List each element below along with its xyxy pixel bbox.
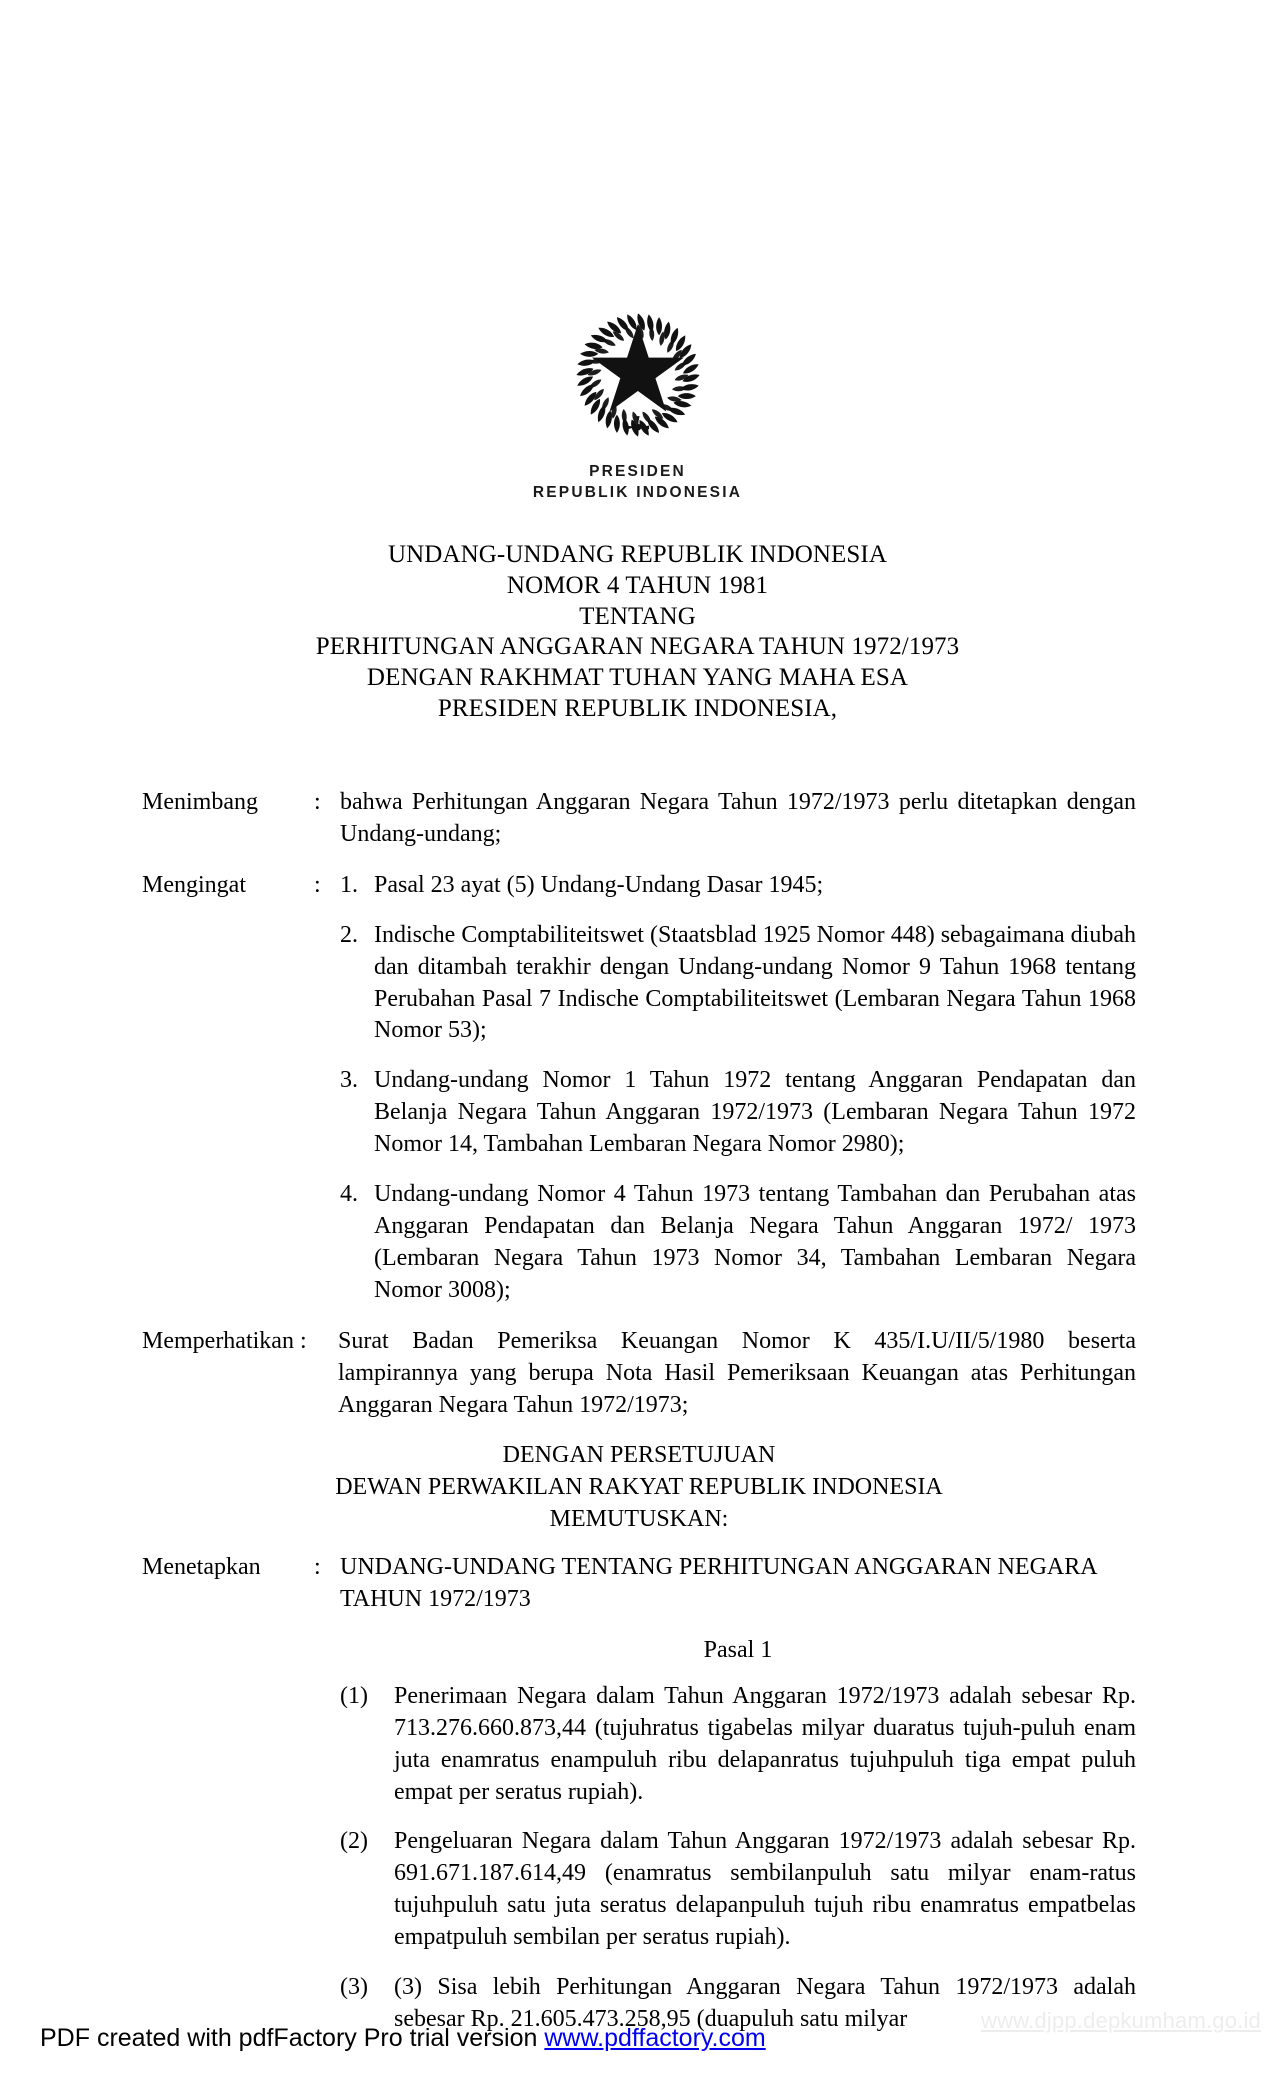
list-item-number: 3. (340, 1067, 358, 1094)
list-item-number: 1. (340, 871, 358, 898)
clause-menetapkan-label: Menetapkan (142, 1554, 261, 1581)
mengingat-list (340, 870, 1136, 1307)
pdf-trial-footer-text: PDF created with pdfFactory Pro trial version (40, 2024, 545, 2052)
clause-mengingat (142, 870, 1136, 1307)
title-line-invocation: DENGAN RAKHMAT TUHAN YANG MAHA ESA (366, 664, 909, 691)
indonesia-presidential-seal-star-wreath-icon (558, 296, 718, 454)
ayat-text: Pengeluaran Negara dalam Tahun Anggaran 1972/1973 adalah sebesar Rp. 691.671.187.614,49 (enamratus sembilanpuluh satu milyar enam-ratus tujuhpuluh satu juta seratus delapanpuluh tujuh ribu enamratus empatbelas empatpuluh sembilan per seratus rupiah). (394, 1828, 1136, 1951)
ayat-number: (3) (340, 1974, 368, 2001)
clause-menimbang-label: Menimbang (142, 789, 258, 815)
list-item-text: Undang-undang Nomor 4 Tahun 1973 tentang Tambahan dan Perubahan atas Anggaran Pendapatan dan Belanja Negara Tahun Anggaran 1972/ 1973 (Lembaran Negara Tahun 1973 Nomor 34, Tambahan Lembaran Negara Nomor 3008); (374, 1181, 1136, 1303)
ayat-number: (2) (340, 1828, 368, 1855)
clause-mengingat-colon: : (314, 871, 321, 898)
clause-memperhatikan-text: Surat Badan Pemeriksa Keuangan Nomor K 435/I.U/II/5/1980 beserta lampirannya yang berupa Nota Hasil Pemeriksaan Keuangan atas Perhitungan Anggaran Negara Tahun 1972/1973; (338, 1327, 1136, 1418)
clause-mengingat-body (340, 870, 1136, 1307)
title-line-number: NOMOR 4 TAHUN 1981 (506, 571, 769, 599)
list-item (340, 1681, 1136, 1809)
list-item (340, 870, 1136, 902)
document-title-block (0, 540, 1275, 725)
emblem-caption (0, 462, 1275, 503)
pdffactory-link[interactable]: www.pdffactory.com (544, 2024, 766, 2052)
title-line-tentang: TENTANG (579, 602, 696, 630)
list-item (340, 1065, 1136, 1161)
pdf-trial-footer (40, 2023, 766, 2053)
clause-menetapkan-text: UNDANG-UNDANG TENTANG PERHITUNGAN ANGGARAN NEGARA TAHUN 1972/1973 (340, 1554, 1097, 1613)
consensus-line-memutuskan: MEMUTUSKAN: (549, 1506, 729, 1533)
list-item-number: 4. (340, 1181, 358, 1208)
ayat-text: (3) Sisa lebih Perhitungan Anggaran Negara Tahun 1972/1973 adalah sebesar Rp. 21.605.473.258,95 (duapuluh satu milyar (394, 1974, 1136, 2032)
list-item-text: Undang-undang Nomor 1 Tahun 1972 tentang Anggaran Pendapatan dan Belanja Negara Tahun Anggaran 1972/1973 (Lembaran Negara Tahun 1972 Nomor 14, Tambahan Lembaran Negara Nomor 2980); (374, 1067, 1136, 1158)
clause-menimbang-colon: : (314, 789, 321, 815)
consensus-line-dpr: DEWAN PERWAKILAN RAKYAT REPUBLIK INDONESIA (335, 1474, 943, 1501)
presidential-emblem-block (0, 296, 1275, 503)
document-body (142, 787, 1136, 2054)
emblem-caption-line1: PRESIDEN (589, 463, 686, 480)
list-item (340, 920, 1136, 1048)
title-line-president: PRESIDEN REPUBLIK INDONESIA, (437, 694, 838, 722)
clause-menetapkan (142, 1552, 1136, 1616)
clause-memperhatikan-label: Memperhatikan : (142, 1327, 307, 1354)
list-item-number: 2. (340, 921, 358, 948)
ayat-text: Penerimaan Negara dalam Tahun Anggaran 1972/1973 adalah sebesar Rp. 713.276.660.873,44 (tujuhratus tigabelas milyar duaratus tujuh-puluh enam juta enamratus enampuluh ribu delapanratus tujuhpuluh tiga empat puluh empat per seratus rupiah). (394, 1682, 1136, 1805)
list-item-text: Pasal 23 ayat (5) Undang-Undang Dasar 1945; (374, 871, 824, 898)
clause-mengingat-label: Mengingat (142, 871, 246, 898)
clause-menetapkan-colon: : (314, 1554, 321, 1581)
emblem-caption-line2: REPUBLIK INDONESIA (532, 483, 743, 501)
clause-menimbang (142, 787, 1136, 851)
ayat-number: (1) (340, 1682, 368, 1709)
site-watermark: www.djpp.depkumham.go.id (981, 2008, 1261, 2033)
title-line-law-name: UNDANG-UNDANG REPUBLIK INDONESIA (387, 541, 887, 568)
pasal-ayat-list (142, 1681, 1136, 2036)
clause-memperhatikan (142, 1326, 1136, 1422)
consensus-block (142, 1440, 1136, 1536)
list-item (340, 1179, 1136, 1307)
clause-menimbang-text: bahwa Perhitungan Anggaran Negara Tahun 1972/1973 perlu ditetapkan dengan Undang-undang; (340, 789, 1136, 847)
consensus-line-dengan-persetujuan: DENGAN PERSETUJUAN (502, 1442, 776, 1469)
list-item-text: Indische Comptabiliteitswet (Staatsblad 1925 Nomor 448) sebagaimana diubah dan ditambah terakhir dengan Undang-undang Nomor 9 Tahun 1968 tentang Perubahan Pasal 7 Indische Comptabiliteitswet (Lembaran Negara Tahun 1968 Nomor 53); (374, 921, 1136, 1044)
title-line-subject: PERHITUNGAN ANGGARAN NEGARA TAHUN 1972/1973 (315, 633, 960, 661)
list-item (340, 1826, 1136, 1954)
pasal-heading: Pasal 1 (703, 1636, 773, 1663)
